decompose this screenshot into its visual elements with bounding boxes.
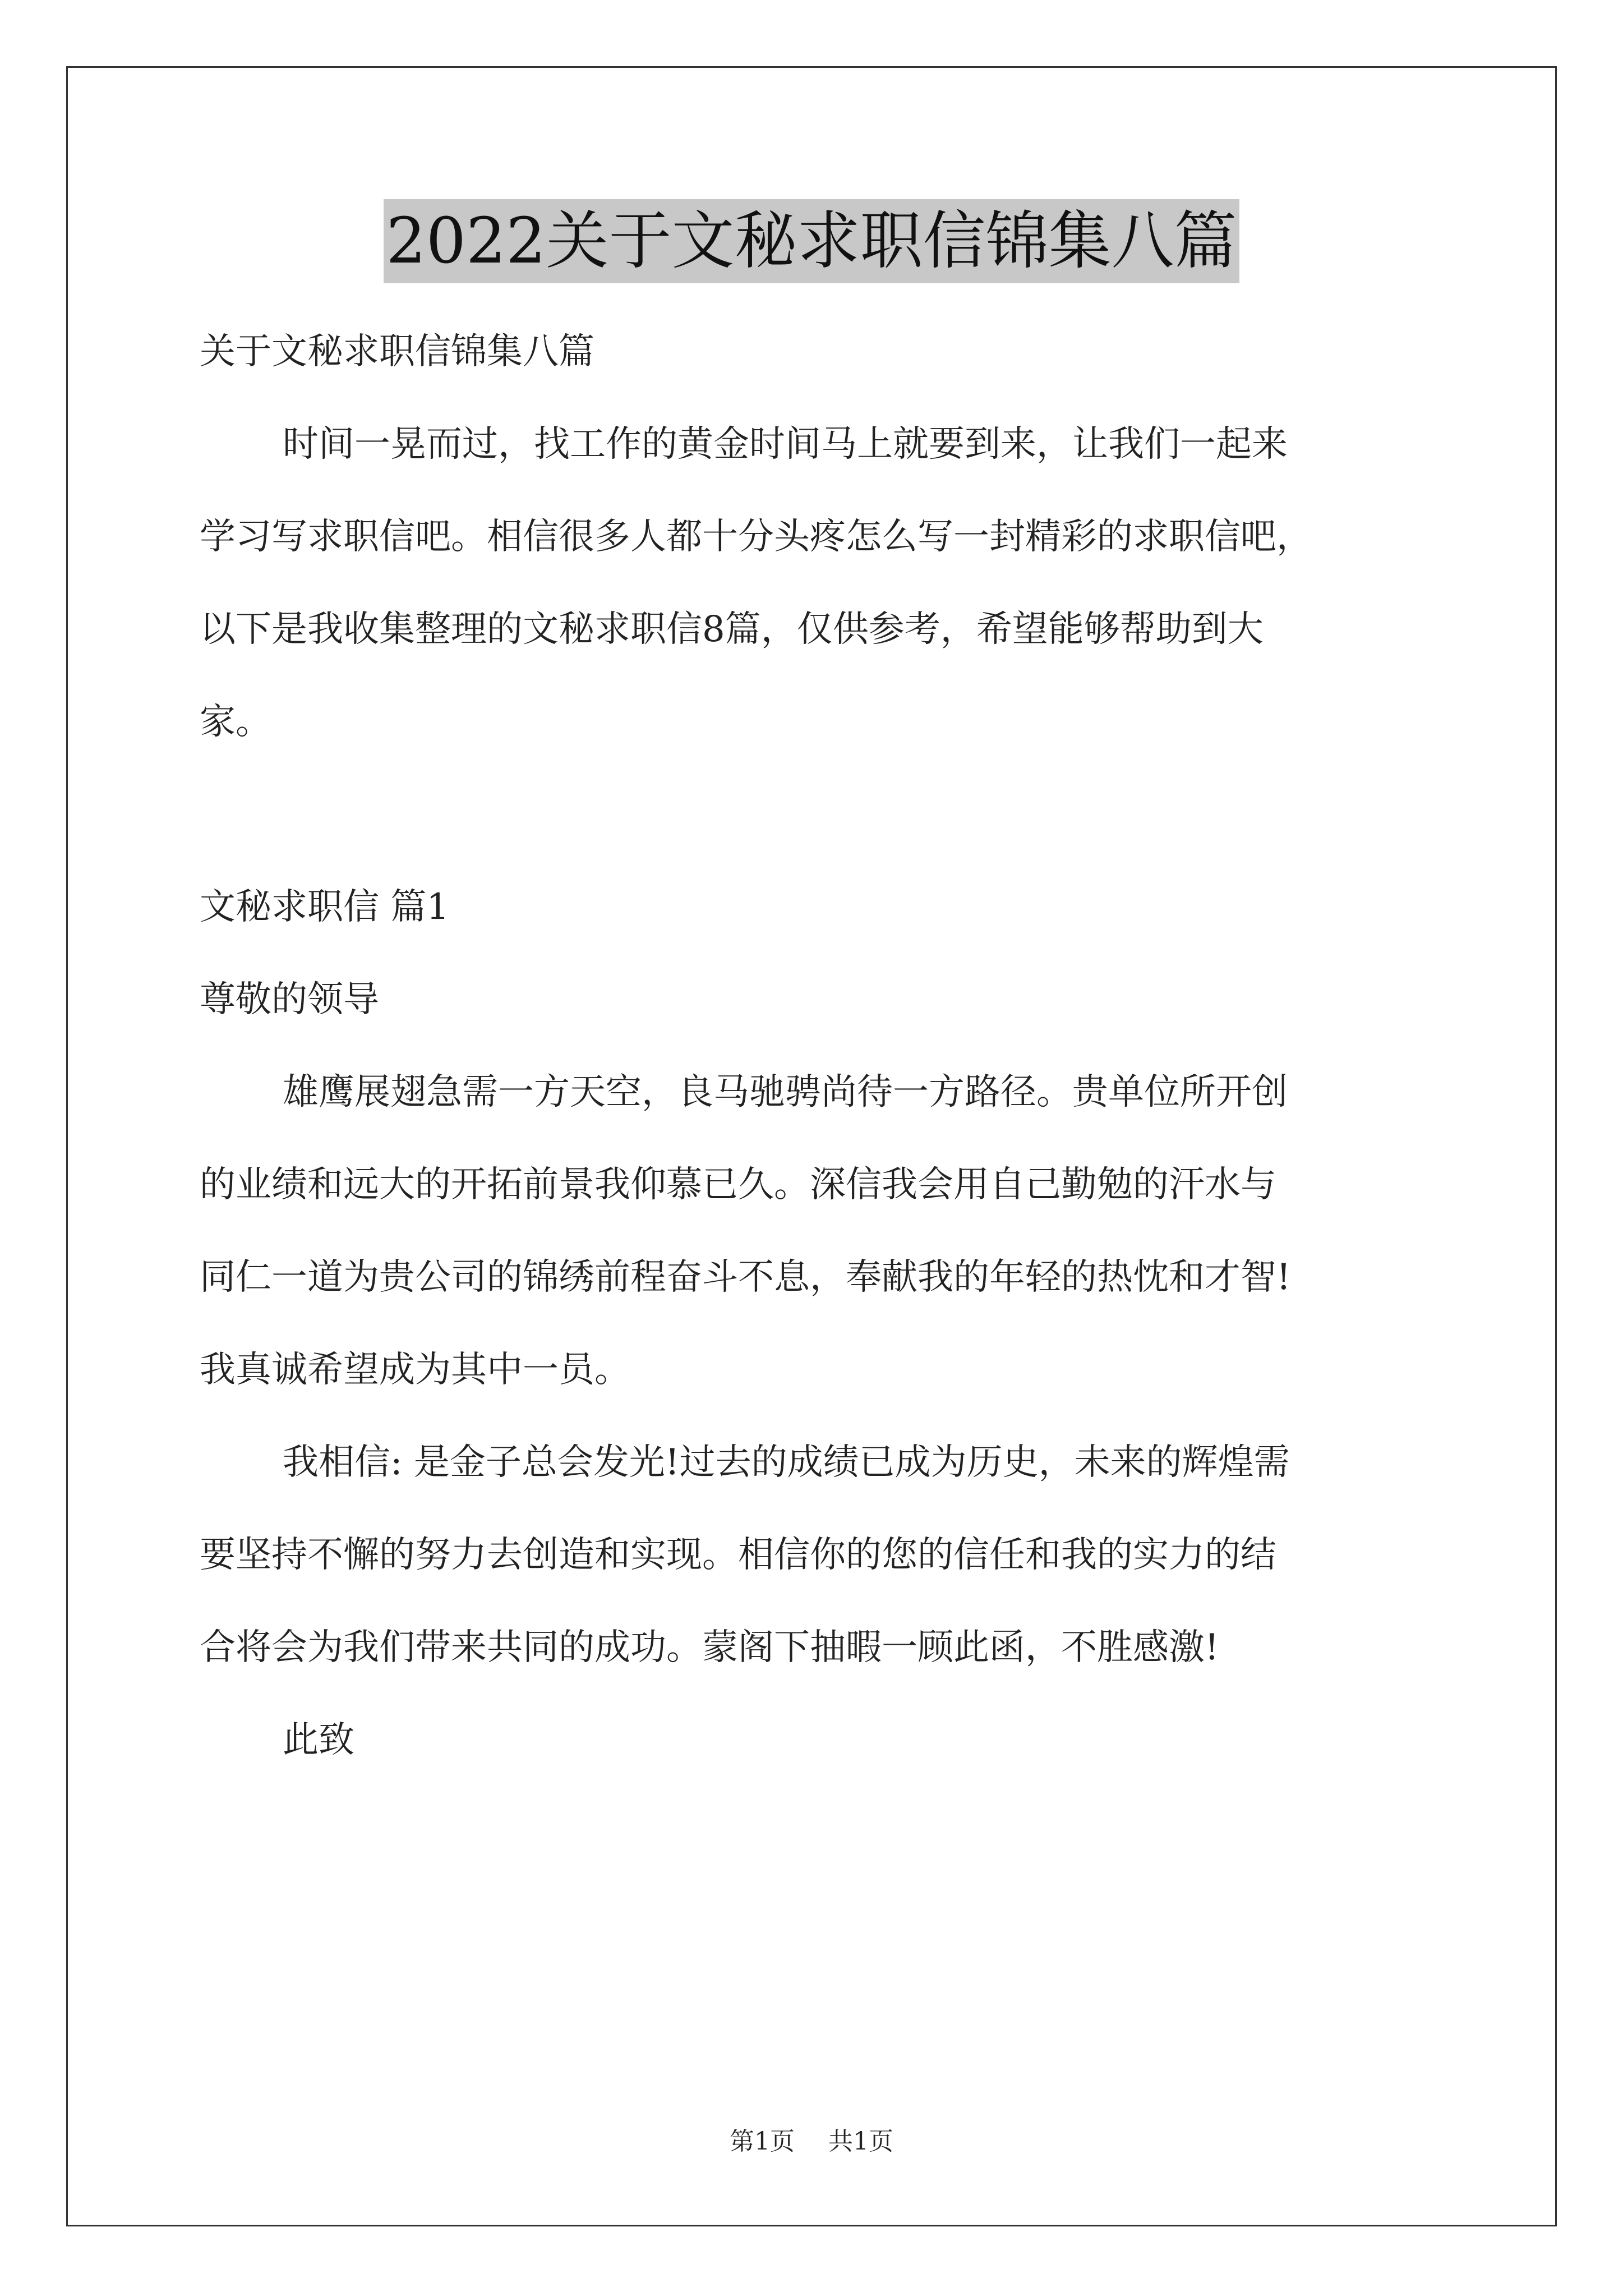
paragraph-line: 我真诚希望成为其中一员。 xyxy=(200,1349,630,1391)
page-total: 共1页 xyxy=(828,2127,893,2156)
paragraph-line: 我相信: 是金子总会发光!过去的成绩已成为历史，未来的辉煌需 xyxy=(283,1442,1290,1483)
title-container xyxy=(0,199,1623,283)
paragraph-line: 合将会为我们带来共同的成功。蒙阁下抽暇一顾此函，不胜感激! xyxy=(200,1627,1219,1668)
intro-line: 家。 xyxy=(200,701,271,743)
subtitle: 关于文秘求职信锦集八篇 xyxy=(200,331,594,372)
page-number: 第1页 xyxy=(730,2127,795,2156)
section-heading: 文秘求职信 篇1 xyxy=(200,886,450,928)
document-title: 2022关于文秘求职信锦集八篇 xyxy=(384,199,1239,283)
spacer xyxy=(200,769,1433,861)
document-body xyxy=(200,306,1433,1787)
paragraph-line: 的业绩和远大的开拓前景我仰慕已久。深信我会用自己勤勉的汗水与 xyxy=(200,1164,1276,1205)
intro-line: 学习写求职信吧。相信很多人都十分头疼怎么写一封精彩的求职信吧， xyxy=(200,516,1312,558)
intro-line: 以下是我收集整理的文秘求职信8篇，仅供参考，希望能够帮助到大 xyxy=(200,609,1264,650)
closing: 此致 xyxy=(283,1719,354,1761)
intro-line: 时间一晃而过，找工作的黄金时间马上就要到来，让我们一起来 xyxy=(283,424,1288,465)
paragraph-line: 雄鹰展翅急需一方天空，良马驰骋尚待一方路径。贵单位所开创 xyxy=(283,1071,1288,1113)
salutation: 尊敬的领导 xyxy=(200,979,379,1020)
paragraph-line: 要坚持不懈的努力去创造和实现。相信你的您的信任和我的实力的结 xyxy=(200,1534,1276,1576)
paragraph-line: 同仁一道为贵公司的锦绣前程奋斗不息，奉献我的年轻的热忱和才智! xyxy=(200,1257,1291,1298)
page-footer xyxy=(0,2125,1623,2159)
